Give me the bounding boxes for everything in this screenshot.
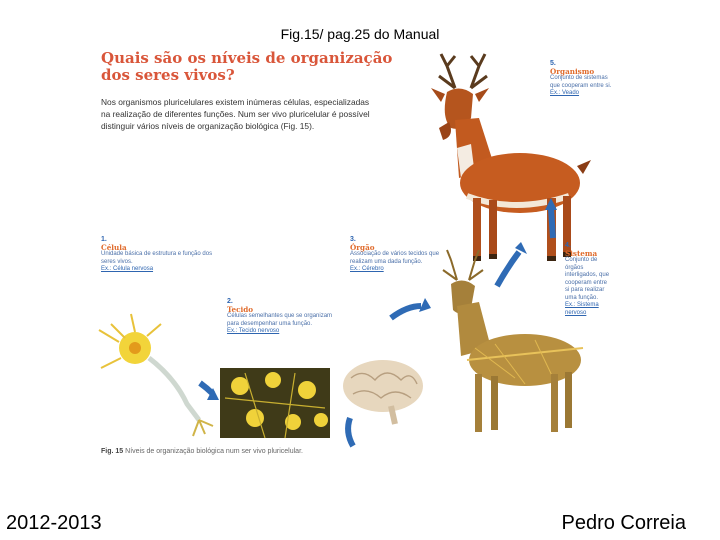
neuron-cell-illustration (99, 314, 213, 436)
slide-caption: Fig.15/ pag.25 do Manual (280, 26, 440, 42)
level-example: Ex.: Célula nervosa (101, 266, 154, 272)
level-number: 4. (565, 242, 571, 249)
level-description: Células semelhantes que se organizam para desempenhar uma função. (227, 313, 333, 327)
figure-caption (101, 448, 303, 455)
level-example: Ex.: Tecido nervoso (227, 328, 280, 334)
level-organism (550, 60, 614, 98)
figure-caption-label: Fig. 15 (101, 448, 124, 455)
figure-intro-text: Nos organismos pluricelulares existem inúmeras células, especializadas na realização de diferentes funções. Num ser vivo pluricelular é possível distinguir vários níveis de organização biológica (Fig. 15). (101, 97, 370, 131)
level-description: Conjunto de sistemas que cooperam entre si. (550, 75, 612, 89)
level-number: 1. (101, 236, 107, 243)
level-name: Tecido (227, 304, 254, 314)
level-name: Órgão (350, 242, 375, 252)
level-cell (101, 236, 213, 274)
level-name: Célula (101, 242, 127, 252)
level-number: 2. (227, 298, 233, 305)
deer-nervous-system-illustration (443, 250, 583, 432)
level-example: Ex.: Veado (550, 90, 580, 96)
level-organ (350, 236, 440, 274)
level-example: Ex.: Sistema nervoso (565, 302, 599, 316)
brain-organ-illustration (343, 360, 423, 424)
textbook-figure (95, 48, 615, 468)
level-name: Organismo (550, 66, 595, 76)
level-number: 3. (350, 236, 356, 243)
level-example: Ex.: Cérebro (350, 266, 384, 272)
level-name: Sistema (565, 248, 598, 258)
level-number: 5. (550, 60, 556, 67)
level-description: Conjunto de órgãos interligados, que cooperam entre si para realizar uma função. (565, 257, 610, 301)
level-tissue (227, 298, 335, 336)
figure-caption-text: Níveis de organização biológica num ser vivo pluricelular. (125, 448, 303, 455)
level-description: Unidade básica de estrutura e função dos seres vivos. (101, 251, 213, 265)
nervous-tissue-illustration (220, 368, 330, 438)
level-system (565, 242, 613, 317)
figure-title: Quais são os níveis de organização dos seres vivos? (101, 49, 393, 84)
level-description: Associação de vários tecidos que realizam uma dada função. (350, 251, 440, 265)
footer-year: 2012-2013 (6, 512, 102, 534)
footer-author: Pedro Correia (561, 512, 686, 534)
